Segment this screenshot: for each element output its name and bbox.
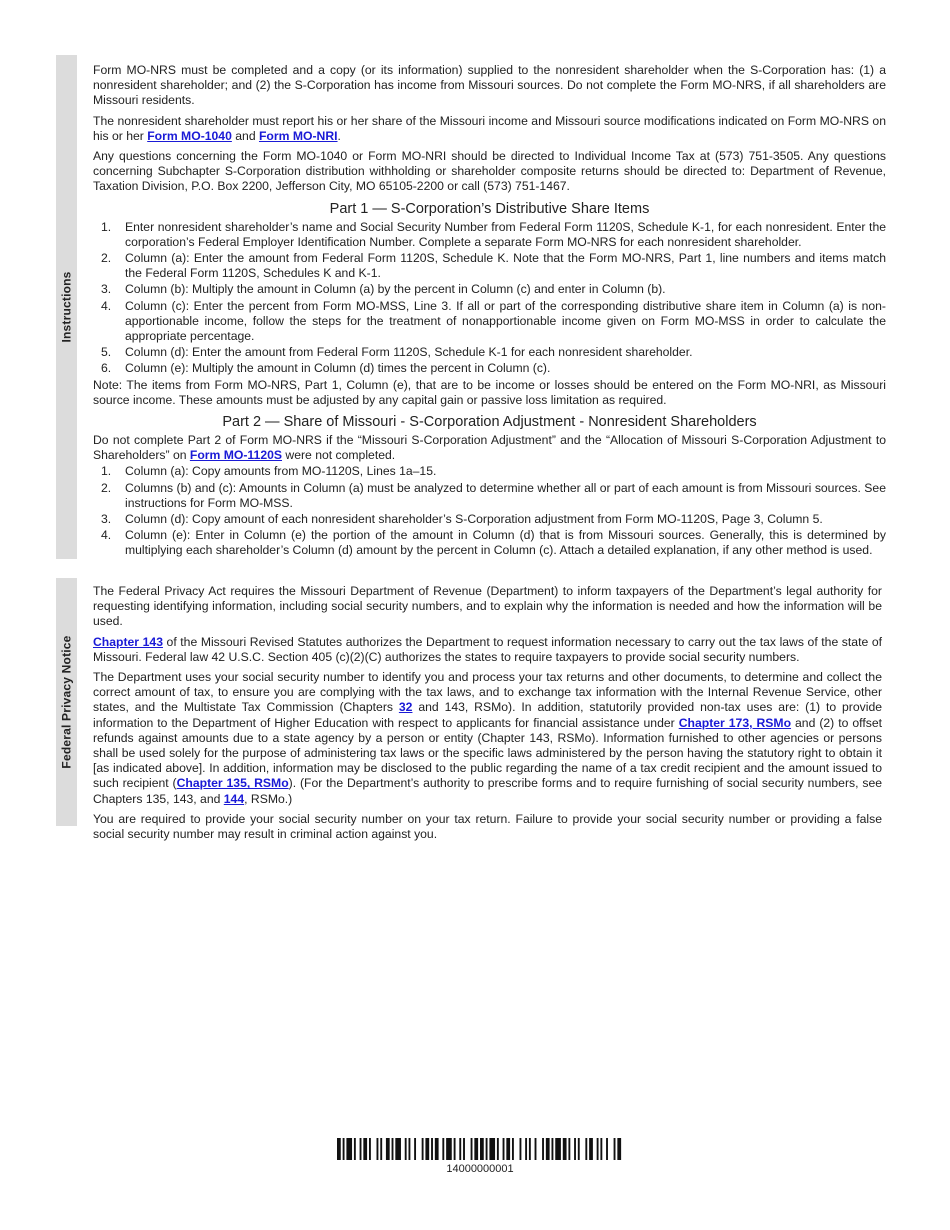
barcode-bar — [346, 1138, 352, 1160]
barcode-bar — [454, 1138, 456, 1160]
barcode-bar — [585, 1138, 587, 1160]
chapter-143-link[interactable]: Chapter 143 — [93, 634, 163, 649]
chapter-173-link[interactable]: Chapter 173, RSMo — [678, 715, 792, 730]
privacy-paragraph-1: The Federal Privacy Act requires the Missouri Department of Revenue (Department) to inform taxpayers of the Department’s legal authority for requesting identifying information, including social security numbers, and to explain why the information is needed and how the information will be used. — [93, 584, 882, 629]
barcode-bar — [337, 1138, 341, 1160]
part1-item: 4. Column (c): Enter the percent from Form MO-MSS, Line 3. If all or part of the corresponding distributive share item in Column (a) is non-apportionable income, follow the steps for the treatment of nonapportionable income given on Form MO-MSS in order to calculate the appropriate percentage. — [101, 298, 886, 344]
intro-paragraph-3: Any questions concerning the Form MO-1040 or Form MO-NRI should be directed to Individual Income Tax at (573) 751-3505. Any questions concerning Subchapter S-Corporation distribution withholding or shareholder composite returns should be directed to: Department of Revenue, Taxation Division, P.O. Box 2200, Jefferson City, MO 65105-2200 or call (573) 751-1467. — [93, 149, 886, 194]
barcode-bar — [606, 1138, 608, 1160]
barcode-bar — [386, 1138, 390, 1160]
form-mo-1120s-link[interactable]: Form MO-1120S — [189, 448, 283, 463]
part1-item: 3. Column (b): Multiply the amount in Column (a) by the percent in Column (c) and enter in Column (b). — [101, 282, 666, 297]
part1-item: 1. Enter nonresident shareholder’s name and Social Security Number from Federal Form 1120S, Schedule K-1, for each nonresident. Enter the corporation’s Federal Employer Identification Number. Complete a separate Form MO-NRS for each nonresident shareholder. — [101, 219, 886, 249]
barcode-bar — [409, 1138, 411, 1160]
barcode-bar — [422, 1138, 424, 1160]
barcode-bar — [392, 1138, 394, 1160]
barcode-image — [337, 1138, 623, 1160]
part1-list — [93, 220, 886, 377]
intro-paragraph-2: The nonresident shareholder must report his or her share of the Missouri income and Missouri source modifications indicated on Form MO-NRS on his or her Form MO-1040 and Form MO-NRI. — [93, 113, 886, 143]
barcode-bar — [525, 1138, 527, 1160]
barcode-bar — [471, 1138, 473, 1160]
instructions-sidebar-tab — [56, 55, 77, 559]
barcode-bar — [520, 1138, 522, 1160]
barcode-bar — [535, 1138, 537, 1160]
barcode-bar — [414, 1138, 416, 1160]
form-mo-1040-link[interactable]: Form MO-1040 — [147, 128, 232, 143]
barcode-bar — [555, 1138, 561, 1160]
barcode-bar — [529, 1138, 531, 1160]
barcode-bar — [343, 1138, 345, 1160]
barcode-bar — [395, 1138, 401, 1160]
barcode-bar — [512, 1138, 514, 1160]
barcode-bar — [435, 1138, 439, 1160]
barcode-bar — [574, 1138, 576, 1160]
privacy-sidebar-label: Federal Privacy Notice — [58, 635, 73, 769]
barcode-bar — [363, 1138, 367, 1160]
barcode-bar — [442, 1138, 444, 1160]
barcode-bar — [459, 1138, 461, 1160]
barcode-bar — [497, 1138, 499, 1160]
privacy-paragraph-3: The Department uses your social security number to identify you and process your tax returns and other documents, to determine and collect the correct amount of tax, to ensure you are complying with the tax laws, and to exchange tax information with the Internal Revenue Service, other states, and the Multistate Tax Commission (Chapters 32 and 143, RSMo). In addition, statutorily provided non-tax uses are: (1) to provide information to the Department of Higher Education with respect to applicants for financial assistance under Chapter 173, RSMo and (2) to offset refunds against amounts due to a state agency by a person or entity (Chapter 143, RSMo). Information furnished to other agencies or persons shall be used solely for the purpose of administering tax laws or the specific laws administered by the person having the statutory right to obtain it [as indicated above]. In addition, information may be disclosed to the public regarding the name of a tax credit recipient and the amount issued to such recipient (Chapter 135, RSMo). (For the Department’s authority to prescribe forms and to require furnishing of social security numbers, see Chapters 135, 143, and 144, RSMo.) — [93, 670, 882, 806]
barcode-bar — [425, 1138, 429, 1160]
barcode-bar — [600, 1138, 602, 1160]
chapter-32-link[interactable]: 32 — [398, 700, 413, 715]
intro-paragraph-1: Form MO-NRS must be completed and a copy (or its information) supplied to the nonresident shareholder when the S-Corporation has: (1) a nonresident shareholder; and (2) the S-Corporation has income from Missouri sources. Do not complete the Form MO-NRS, if all shareholders are Missouri residents. — [93, 63, 886, 108]
privacy-paragraph-2: Chapter 143 of the Missouri Revised Statutes authorizes the Department to request information necessary to carry out the tax laws of the state of Missouri. Federal law 42 U.S.C. Section 405 (c)(2)(C) authorizes the states to require taxpayers to provide social security numbers. — [93, 634, 882, 664]
barcode-bar — [617, 1138, 621, 1160]
instructions-sidebar-label: Instructions — [58, 271, 73, 343]
barcode-bar — [380, 1138, 382, 1160]
barcode-bar — [463, 1138, 465, 1160]
privacy-notice-section — [93, 584, 882, 847]
barcode-bar — [546, 1138, 550, 1160]
barcode-bar — [480, 1138, 484, 1160]
barcode-bar — [503, 1138, 505, 1160]
barcode-bar — [431, 1138, 433, 1160]
barcode-bar — [597, 1138, 599, 1160]
part1-note: Note: The items from Form MO-NRS, Part 1, Column (e), that are to be income or losses should be entered on the Form MO-NRI, as Missouri source income. These amounts must be adjusted by any capital gain or passive loss limitation as required. — [93, 377, 886, 407]
part1-item: 2. Column (a): Enter the amount from Federal Form 1120S, Schedule K. Note that the Form MO-NRS, Part 1, line numbers and items match the Federal Form 1120S, Schedules K and K-1. — [101, 251, 886, 281]
part2-list — [93, 464, 886, 558]
part2-item: 3. Column (d): Copy amount of each nonresident shareholder’s S-Corporation adjustment from Form MO-1120S, Page 3, Column 5. — [101, 512, 823, 527]
part1-title: Part 1 — S-Corporation’s Distributive Share Items — [329, 200, 650, 217]
barcode-bar — [354, 1138, 356, 1160]
barcode-bar — [369, 1138, 371, 1160]
barcode-bar — [589, 1138, 593, 1160]
privacy-paragraph-4: You are required to provide your social security number on your tax return. Failure to provide your social security number or providing a false social security number may result in criminal action against you. — [93, 811, 882, 842]
part2-item: 4. Column (e): Enter in Column (e) the portion of the amount in Column (d) that is from Missouri sources. Generally, this is determined by multiplying each shareholder’s Column (d) amount by the percent in Column (c). Attach a detailed explanation, if any other method is used. — [101, 528, 886, 558]
part2-title: Part 2 — Share of Missouri - S-Corporation Adjustment - Nonresident Shareholders — [222, 414, 757, 431]
barcode-number: 14000000001 — [446, 1163, 514, 1175]
barcode-bar — [568, 1138, 570, 1160]
part2-intro: Do not complete Part 2 of Form MO-NRS if the “Missouri S-Corporation Adjustment” and the “Allocation of Missouri S-Corporation Adjustment to Shareholders” on Form MO-1120S were not completed. — [93, 433, 886, 463]
part1-item: 6. Column (e): Multiply the amount in Column (d) times the percent in Column (c). — [101, 361, 551, 376]
barcode-bar — [563, 1138, 567, 1160]
barcode-bar — [614, 1138, 616, 1160]
chapter-135-link[interactable]: Chapter 135, RSMo — [176, 776, 289, 791]
barcode-bar — [446, 1138, 452, 1160]
barcode-bar — [552, 1138, 554, 1160]
part2-item: 1. Column (a): Copy amounts from MO-1120S, Lines 1a–15. — [101, 464, 437, 479]
barcode-bar — [578, 1138, 580, 1160]
form-mo-nri-link[interactable]: Form MO-NRI — [258, 128, 338, 143]
barcode-bar — [486, 1138, 488, 1160]
barcode-bar — [542, 1138, 544, 1160]
barcode-bar — [405, 1138, 407, 1160]
instructions-section — [93, 63, 886, 560]
barcode-bar — [360, 1138, 362, 1160]
chapter-144-link[interactable]: 144 — [223, 791, 245, 806]
barcode-bar — [377, 1138, 379, 1160]
privacy-sidebar-tab — [56, 578, 77, 826]
part1-item: 5. Column (d): Enter the amount from Federal Form 1120S, Schedule K-1 for each nonresident shareholder. — [101, 345, 693, 360]
barcode-bar — [489, 1138, 495, 1160]
barcode-bar — [506, 1138, 510, 1160]
barcode-bar — [474, 1138, 478, 1160]
part2-item: 2. Columns (b) and (c): Amounts in Column (a) must be analyzed to determine whether all or part of each amount is from Missouri sources. See instructions for Form MO-MSS. — [101, 480, 886, 510]
